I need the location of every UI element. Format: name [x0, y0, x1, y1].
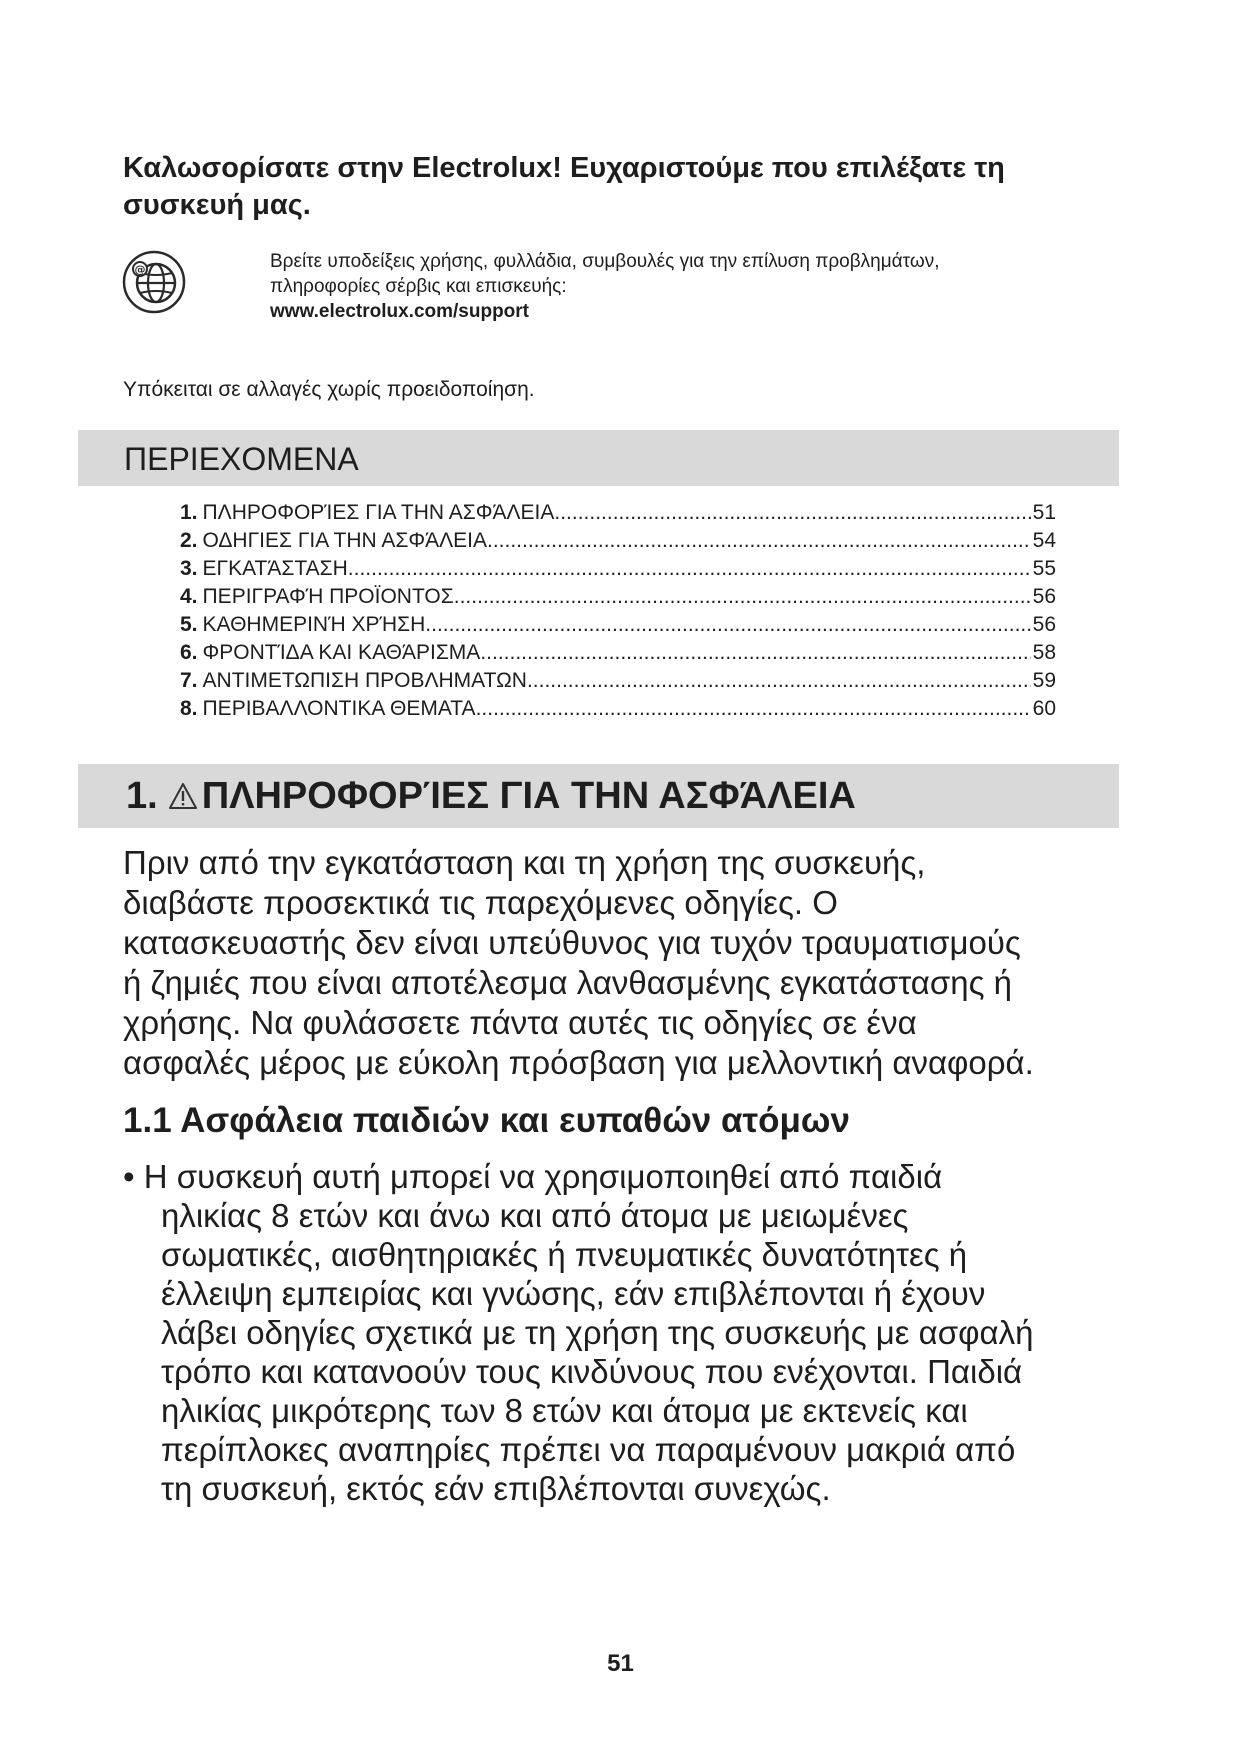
toc-entry-label: ΚΑΘΗΜΕΡΙΝΉ ΧΡΉΣΗ	[202, 613, 426, 636]
toc-entry-1[interactable]	[180, 499, 1056, 527]
toc-entry-label: ΠΕΡΙΓΡΑΦΉ ΠΡΟΪΟΝΤΟΣ	[202, 585, 454, 608]
table-of-contents	[180, 499, 1056, 723]
bullet-line: ηλικίας 8 ετών και άνω και από άτομα με μειωμένες	[161, 1197, 909, 1234]
bullet-line: λάβει οδηγίες σχετικά με τη χρήση της συσκευής με ασφαλή	[161, 1314, 1034, 1351]
toc-dot-leader	[527, 667, 1031, 695]
toc-entry-number: 1.	[180, 501, 198, 524]
toc-entry-2[interactable]	[180, 527, 1056, 555]
toc-title: ΠΕΡΙΕΧΟΜΕΝΑ	[124, 441, 359, 477]
toc-entry-label: ΦΡΟΝΤΊΔΑ ΚΑΙ ΚΑΘΆΡΙΣΜΑ	[202, 641, 481, 664]
support-text-line-1: Βρείτε υποδείξεις χρήσης, φυλλάδια, συμβουλές για την επίλυση προβλημάτων,	[270, 251, 940, 272]
toc-entry-5[interactable]	[180, 611, 1056, 639]
bullet-line: • Η συσκευή αυτή μπορεί να χρησιμοποιηθεί από παιδιά	[123, 1158, 943, 1195]
bullet-line: τρόπο και κατανοούν τους κινδύνους που ενέχονται. Παιδιά	[161, 1353, 1023, 1390]
warning-triangle-icon	[168, 782, 198, 810]
toc-entry-page: 56	[1032, 585, 1056, 608]
welcome-heading: Καλωσορίσατε στην Electrolux! Ευχαριστούμε που επιλέξατε τη συσκευή μας.	[123, 152, 1005, 221]
bullet-line: τη συσκευή, εκτός εάν επιβλέπονται συνεχώς.	[161, 1470, 831, 1507]
toc-dot-leader	[454, 583, 1031, 611]
page-number: 51	[607, 1650, 634, 1677]
toc-entry-label: ΑΝΤΙΜΕΤΩΠΙΣΗ ΠΡΟΒΛΗΜΑΤΩΝ	[202, 669, 527, 692]
intro-line: Πριν από την εγκατάσταση και τη χρήση της συσκευής,	[123, 844, 926, 881]
section-title-text: ΠΛΗΡΟΦΟΡΊΕΣ ΓΙΑ ΤΗΝ ΑΣΦΆΛΕΙΑ	[201, 775, 856, 817]
intro-line: ασφαλές μέρος με εύκολη πρόσβαση για μελλοντική αναφορά.	[123, 1044, 1034, 1081]
toc-entry-page: 54	[1032, 529, 1056, 552]
toc-entry-number: 4.	[180, 585, 198, 608]
intro-paragraph	[123, 843, 1133, 1083]
bullet-line: ηλικίας μικρότερης των 8 ετών και άτομα με εκτενείς και	[161, 1392, 968, 1429]
toc-entry-number: 6.	[180, 641, 198, 664]
toc-dot-leader	[480, 639, 1030, 667]
bullet-line: έλλειψη εμπειρίας και γνώσης, εάν επιβλέπονται ή έχουν	[161, 1275, 986, 1312]
toc-entry-7[interactable]	[180, 667, 1056, 695]
toc-entry-label: ΠΛΗΡΟΦΟΡΊΕΣ ΓΙΑ ΤΗΝ ΑΣΦΆΛΕΙΑ	[202, 501, 555, 524]
toc-entry-8[interactable]	[180, 695, 1056, 723]
toc-entry-page: 56	[1032, 613, 1056, 636]
bullet-line: περίπλοκες αναπηρίες πρέπει να παραμένουν μακριά από	[161, 1431, 1016, 1468]
intro-line: κατασκευαστής δεν είναι υπεύθυνος για τυχόν τραυματισμούς	[123, 924, 1021, 961]
toc-entry-number: 5.	[180, 613, 198, 636]
toc-entry-page: 59	[1032, 669, 1056, 692]
toc-entry-number: 7.	[180, 669, 198, 692]
toc-entry-page: 51	[1032, 501, 1056, 524]
toc-entry-page: 55	[1032, 557, 1056, 580]
svg-text:@: @	[134, 263, 146, 276]
toc-entry-label: ΟΔΗΓΙΕΣ ΓΙΑ ΤΗΝ ΑΣΦΆΛΕΙΑ	[202, 529, 487, 552]
toc-dot-leader	[554, 499, 1030, 527]
subsection-title: 1.1 Ασφάλεια παιδιών και ευπαθών ατόμων	[123, 1101, 850, 1140]
section-header-bar	[78, 764, 1119, 828]
toc-entry-page: 60	[1032, 697, 1056, 720]
intro-line: διαβάστε προσεκτικά τις παρεχόμενες οδηγίες. Ο	[123, 884, 838, 921]
toc-entry-label: ΕΓΚΑΤΆΣΤΑΣΗ	[202, 557, 348, 580]
toc-header-bar	[78, 430, 1119, 486]
toc-dot-leader	[425, 611, 1030, 639]
toc-entry-4[interactable]	[180, 583, 1056, 611]
toc-dot-leader	[476, 695, 1031, 723]
toc-entry-page: 58	[1032, 641, 1056, 664]
section-number: 1.	[126, 775, 158, 817]
toc-entry-number: 3.	[180, 557, 198, 580]
support-info	[270, 249, 1110, 324]
intro-line: ή ζημιές που είναι αποτέλεσμα λανθασμένης εγκατάστασης ή	[123, 964, 1013, 1001]
support-text-line-2: πληροφορίες σέρβις και επισκευής:	[270, 276, 567, 297]
toc-dot-leader	[487, 527, 1031, 555]
toc-entry-label: ΠΕΡΙΒΑΛΛΟΝΤΙΚΑ ΘΕΜΑΤΑ	[202, 697, 476, 720]
toc-entry-number: 8.	[180, 697, 198, 720]
bullet-line: σωματικές, αισθητηριακές ή πνευματικές δυνατότητες ή	[161, 1236, 968, 1273]
globe-icon	[122, 250, 186, 314]
section-title	[126, 773, 856, 819]
toc-entry-number: 2.	[180, 529, 198, 552]
toc-dot-leader	[348, 555, 1031, 583]
change-notice: Υπόκειται σε αλλαγές χωρίς προειδοποίηση.	[123, 378, 535, 401]
child-safety-bullet	[123, 1157, 1133, 1508]
toc-entry-6[interactable]	[180, 639, 1056, 667]
intro-line: χρήσης. Να φυλάσσετε πάντα αυτές τις οδηγίες σε ένα	[123, 1004, 917, 1041]
support-url-link[interactable]: www.electrolux.com/support	[270, 301, 530, 322]
toc-entry-3[interactable]	[180, 555, 1056, 583]
